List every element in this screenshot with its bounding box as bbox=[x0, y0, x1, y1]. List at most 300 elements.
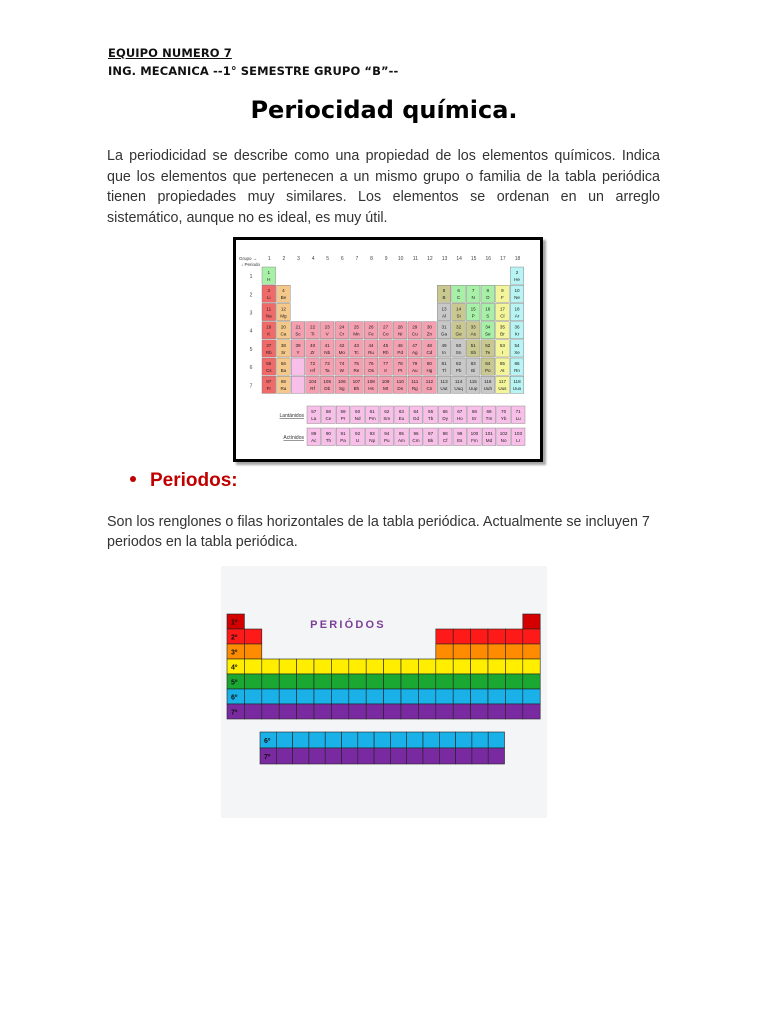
element-number: 10 bbox=[514, 288, 520, 294]
page-title: Periocidad química. bbox=[250, 96, 518, 124]
period-cell bbox=[244, 674, 261, 689]
element-number: 1 bbox=[267, 270, 271, 275]
element-symbol: Hf bbox=[310, 368, 315, 373]
fblock-cell bbox=[390, 732, 406, 748]
fblock-cell bbox=[407, 748, 423, 764]
element-symbol: Rh bbox=[382, 349, 389, 355]
element-number: 41 bbox=[324, 342, 330, 348]
element-symbol: Pd bbox=[397, 349, 404, 355]
period-number: 2 bbox=[249, 292, 253, 299]
element-number: 16 bbox=[485, 306, 491, 312]
element-symbol: Na bbox=[265, 313, 272, 319]
element-symbol: Ce bbox=[325, 416, 332, 421]
element-symbol: As bbox=[470, 331, 476, 337]
element-symbol: Nd bbox=[354, 416, 361, 421]
period-cell bbox=[262, 674, 279, 689]
period-cell bbox=[384, 689, 401, 704]
element-symbol: Sc bbox=[295, 331, 301, 337]
element-symbol: Zr bbox=[310, 349, 315, 355]
period-cell bbox=[488, 644, 505, 659]
element-number: 25 bbox=[353, 324, 359, 330]
element-number: 87 bbox=[266, 379, 272, 385]
element-symbol: Am bbox=[397, 438, 405, 443]
element-symbol: Uus bbox=[498, 386, 507, 392]
element-symbol: Sn bbox=[455, 349, 462, 355]
element-number: 71 bbox=[515, 409, 521, 414]
element-symbol: Mt bbox=[383, 386, 389, 392]
element-number: 19 bbox=[266, 324, 272, 330]
period-cell bbox=[279, 659, 296, 674]
element-number: 28 bbox=[397, 324, 403, 330]
element-symbol: Er bbox=[472, 416, 477, 421]
period-cell bbox=[436, 689, 453, 704]
element-symbol: V bbox=[325, 331, 329, 337]
element-symbol: Lr bbox=[516, 438, 521, 443]
element-symbol: Tc bbox=[354, 349, 359, 355]
element-number: 13 bbox=[441, 306, 447, 312]
fblock-cell bbox=[374, 732, 390, 748]
element-number: 62 bbox=[384, 409, 390, 414]
element-symbol: Re bbox=[353, 368, 360, 373]
element-number: 60 bbox=[355, 409, 361, 414]
period-cell bbox=[471, 644, 488, 659]
period-label: 6º bbox=[231, 694, 238, 702]
element-number: 33 bbox=[470, 324, 476, 330]
period-label: 5º bbox=[231, 679, 238, 687]
element-number: 82 bbox=[456, 361, 462, 366]
element-number: 79 bbox=[412, 361, 418, 366]
element-number: 77 bbox=[383, 361, 389, 366]
element-number: 7 bbox=[471, 288, 475, 294]
element-symbol: Au bbox=[411, 368, 418, 373]
element-symbol: Pr bbox=[340, 416, 346, 421]
period-cell bbox=[244, 659, 261, 674]
element-symbol: O bbox=[486, 295, 490, 301]
element-number: 108 bbox=[367, 379, 375, 385]
fblock-cell bbox=[325, 748, 341, 764]
element-number: 85 bbox=[499, 361, 505, 366]
fblock-cell bbox=[276, 748, 292, 764]
bullet-dot-icon bbox=[130, 476, 136, 482]
element-symbol: Br bbox=[500, 331, 505, 337]
fblock-cell bbox=[472, 748, 488, 764]
group-number: 12 bbox=[427, 256, 433, 262]
period-cell bbox=[279, 689, 296, 704]
period-cell bbox=[453, 674, 470, 689]
intro-paragraph: La periodicidad se describe como una propiedad de los elementos químicos. Indica que los elementos que pertenecen a un mismo grupo o familia de la tabla periódica tienen propiedades muy similares. Los elementos se ordenan en un arreglo sistemático, aunque no es ideal, es muy útil. bbox=[107, 148, 660, 226]
element-number: 54 bbox=[514, 342, 520, 348]
period-cell bbox=[436, 659, 453, 674]
element-symbol: Sb bbox=[470, 349, 477, 355]
period-cell bbox=[297, 704, 314, 719]
periods-figure bbox=[221, 566, 547, 818]
element-symbol: Tl bbox=[442, 368, 446, 373]
group-number: 17 bbox=[500, 256, 506, 262]
element-symbol: At bbox=[500, 368, 505, 373]
element-number: 18 bbox=[514, 306, 520, 312]
group-number: 5 bbox=[326, 256, 330, 262]
period-cell bbox=[453, 659, 470, 674]
period-cell bbox=[314, 689, 331, 704]
element-symbol: Pa bbox=[340, 438, 346, 443]
element-number: 8 bbox=[486, 288, 490, 294]
period-cell bbox=[349, 704, 366, 719]
element-number: 97 bbox=[428, 431, 434, 436]
period-cell bbox=[453, 704, 470, 719]
element-number: 55 bbox=[266, 361, 272, 366]
element-number: 40 bbox=[310, 342, 316, 348]
period-cell bbox=[488, 674, 505, 689]
element-symbol: Ac bbox=[311, 438, 317, 443]
element-symbol: Zn bbox=[426, 331, 433, 337]
element-number: 34 bbox=[485, 324, 491, 330]
period-cell bbox=[418, 704, 435, 719]
group-number: 15 bbox=[470, 256, 477, 262]
element-symbol: Pb bbox=[455, 368, 462, 373]
period-cell bbox=[331, 674, 348, 689]
period-cell bbox=[314, 704, 331, 719]
element-symbol: Uuo bbox=[512, 386, 522, 392]
element-symbol: P bbox=[471, 313, 475, 319]
element-symbol: B bbox=[442, 295, 446, 301]
element-symbol: Ca bbox=[280, 331, 287, 337]
period-cell bbox=[297, 659, 314, 674]
fblock-cell bbox=[423, 748, 439, 764]
period-cell bbox=[401, 659, 418, 674]
group-number: 7 bbox=[355, 256, 359, 262]
element-number: 88 bbox=[280, 379, 286, 385]
period-cell bbox=[471, 659, 488, 674]
fblock-cell bbox=[342, 748, 358, 764]
element-number: 115 bbox=[469, 379, 477, 385]
element-number: 23 bbox=[324, 324, 330, 330]
element-symbol: Fe bbox=[368, 331, 374, 337]
element-number: 96 bbox=[413, 431, 419, 436]
period-cell bbox=[523, 659, 540, 674]
fblock-cell bbox=[439, 748, 455, 764]
period-cell bbox=[488, 659, 505, 674]
fblock-cell bbox=[293, 748, 309, 764]
element-number: 118 bbox=[513, 379, 521, 385]
element-symbol: Cu bbox=[411, 331, 418, 337]
period-cell bbox=[471, 704, 488, 719]
fblock-cell bbox=[439, 732, 455, 748]
element-number: 30 bbox=[426, 324, 432, 330]
element-number: 24 bbox=[339, 324, 345, 330]
fblock-cell bbox=[456, 748, 472, 764]
element-number: 73 bbox=[324, 361, 330, 366]
element-number: 63 bbox=[398, 409, 404, 414]
element-number: 110 bbox=[396, 379, 404, 385]
element-symbol: Hs bbox=[368, 386, 374, 392]
fblock-period-label: 7º bbox=[264, 754, 271, 761]
element-number: 98 bbox=[442, 431, 448, 436]
element-symbol: Tm bbox=[485, 416, 493, 421]
period-cell bbox=[262, 659, 279, 674]
element-symbol: Np bbox=[369, 438, 376, 443]
element-number: 109 bbox=[381, 379, 390, 385]
element-symbol: Uut bbox=[440, 386, 448, 392]
element-symbol: F bbox=[500, 295, 504, 301]
fblock-cell bbox=[488, 732, 504, 748]
element-symbol: Xe bbox=[514, 349, 520, 355]
element-number: 52 bbox=[485, 342, 491, 348]
element-symbol: Hg bbox=[426, 368, 433, 373]
fblock-cell bbox=[276, 732, 292, 748]
bullet-periodos bbox=[130, 470, 238, 492]
element-symbol: Ru bbox=[368, 349, 374, 355]
period-cell bbox=[453, 629, 470, 644]
period-cell bbox=[523, 689, 540, 704]
period-label: 7º bbox=[231, 709, 238, 717]
fblock-label: Actínidos bbox=[283, 435, 304, 441]
element-number: 103 bbox=[514, 431, 523, 436]
bullet-label: Periodos: bbox=[150, 470, 238, 491]
element-symbol: Os bbox=[368, 368, 374, 373]
element-number: 48 bbox=[426, 342, 432, 348]
element-symbol: Pm bbox=[368, 416, 376, 421]
element-number: 72 bbox=[310, 361, 316, 366]
period-cell bbox=[523, 614, 540, 629]
period-cell bbox=[366, 689, 383, 704]
periods-svg bbox=[221, 566, 547, 818]
element-number: 74 bbox=[339, 361, 345, 366]
period-number: 6 bbox=[249, 365, 253, 372]
element-symbol: Ho bbox=[456, 416, 463, 421]
element-number: 32 bbox=[456, 324, 462, 330]
period-cell bbox=[505, 629, 522, 644]
element-number: 15 bbox=[470, 306, 476, 312]
fblock-cell bbox=[309, 732, 325, 748]
period-cell bbox=[401, 674, 418, 689]
fblock-cell bbox=[472, 732, 488, 748]
element-number: 81 bbox=[441, 361, 447, 366]
element-number: 45 bbox=[383, 342, 389, 348]
element-symbol: Ir bbox=[384, 368, 388, 373]
element-symbol: Es bbox=[457, 438, 463, 443]
element-number: 93 bbox=[369, 431, 375, 436]
element-symbol: Uuh bbox=[483, 386, 493, 392]
element-number: 11 bbox=[266, 306, 272, 312]
element-number: 37 bbox=[266, 342, 272, 348]
element-number: 36 bbox=[514, 324, 520, 330]
element-symbol: Lu bbox=[515, 416, 521, 421]
period-cell bbox=[401, 704, 418, 719]
group-number: 4 bbox=[311, 256, 315, 262]
element-symbol: Cr bbox=[339, 331, 345, 337]
period-cell bbox=[505, 674, 522, 689]
element-number: 35 bbox=[499, 324, 505, 330]
period-number: 5 bbox=[249, 346, 253, 353]
fblock-cell bbox=[488, 748, 504, 764]
fblock-cell bbox=[309, 748, 325, 764]
element-symbol: U bbox=[355, 438, 360, 443]
period-cell bbox=[366, 674, 383, 689]
element-number: 22 bbox=[310, 324, 316, 330]
element-number: 61 bbox=[369, 409, 375, 414]
element-number: 4 bbox=[282, 288, 285, 294]
element-number: 17 bbox=[499, 306, 505, 312]
period-cell bbox=[418, 674, 435, 689]
period-cell bbox=[471, 689, 488, 704]
fblock-cell bbox=[390, 748, 406, 764]
period-label: 1º bbox=[231, 619, 238, 627]
period-cell bbox=[297, 689, 314, 704]
period-cell bbox=[488, 704, 505, 719]
element-symbol: Fr bbox=[266, 386, 271, 392]
element-symbol: Rf bbox=[310, 386, 315, 392]
period-cell bbox=[436, 644, 453, 659]
element-symbol: Se bbox=[484, 331, 491, 337]
element-number: 51 bbox=[470, 342, 476, 348]
element-symbol: Mn bbox=[353, 331, 360, 337]
element-symbol: Cl bbox=[500, 313, 505, 319]
element-symbol: Sg bbox=[338, 386, 345, 392]
fblock-cell bbox=[407, 732, 423, 748]
period-cell bbox=[471, 629, 488, 644]
element-number: 64 bbox=[413, 409, 419, 414]
element-symbol: Cd bbox=[426, 349, 433, 355]
element-symbol: W bbox=[339, 368, 344, 373]
element-number: 5 bbox=[442, 288, 446, 294]
period-cell bbox=[349, 674, 366, 689]
element-symbol: Ag bbox=[411, 349, 418, 355]
period-cell bbox=[279, 704, 296, 719]
element-number: 53 bbox=[499, 342, 505, 348]
element-number: 78 bbox=[397, 361, 403, 366]
element-number: 9 bbox=[501, 288, 504, 294]
group-number: 9 bbox=[384, 256, 388, 262]
element-cell bbox=[291, 376, 305, 393]
fblock-cell bbox=[358, 732, 374, 748]
element-symbol: Nb bbox=[324, 349, 331, 355]
element-symbol: Li bbox=[267, 295, 271, 301]
group-number: 11 bbox=[412, 256, 418, 262]
period-cell bbox=[418, 659, 435, 674]
element-number: 101 bbox=[485, 431, 493, 436]
element-symbol: Ge bbox=[455, 331, 462, 337]
element-symbol: Ni bbox=[398, 331, 403, 337]
element-symbol: Bk bbox=[427, 438, 434, 443]
period-cell bbox=[262, 689, 279, 704]
element-symbol: Cn bbox=[426, 386, 433, 392]
period-number: 4 bbox=[249, 328, 253, 335]
element-number: 76 bbox=[368, 361, 374, 366]
element-number: 46 bbox=[397, 342, 403, 348]
group-number: 2 bbox=[282, 256, 286, 262]
element-symbol: Uuq bbox=[454, 386, 463, 392]
element-number: 86 bbox=[514, 361, 520, 366]
element-number: 104 bbox=[308, 379, 317, 385]
element-number: 107 bbox=[352, 379, 361, 385]
element-symbol: Po bbox=[484, 368, 491, 373]
element-symbol: H bbox=[267, 277, 271, 282]
element-symbol: Si bbox=[456, 313, 461, 319]
element-number: 105 bbox=[323, 379, 332, 385]
element-number: 66 bbox=[442, 409, 448, 414]
element-number: 29 bbox=[412, 324, 418, 330]
period-cell bbox=[314, 659, 331, 674]
group-number: 1 bbox=[267, 256, 271, 262]
period-cell bbox=[523, 674, 540, 689]
element-symbol: Al bbox=[441, 313, 447, 319]
period-cell bbox=[244, 689, 261, 704]
element-number: 12 bbox=[280, 306, 286, 312]
element-symbol: Y bbox=[296, 349, 300, 355]
element-number: 6 bbox=[457, 288, 460, 294]
period-cell bbox=[453, 689, 470, 704]
group-number: 16 bbox=[485, 256, 492, 262]
element-number: 2 bbox=[515, 270, 519, 275]
element-symbol: Gd bbox=[412, 416, 420, 421]
period-cell bbox=[436, 704, 453, 719]
group-number: 18 bbox=[514, 256, 521, 262]
fblock-cell bbox=[358, 748, 374, 764]
element-symbol: Fm bbox=[471, 438, 478, 443]
period-cell bbox=[523, 644, 540, 659]
period-number: 7 bbox=[249, 383, 253, 390]
period-number: 3 bbox=[249, 310, 253, 317]
element-symbol: Ti bbox=[310, 331, 315, 337]
period-cell bbox=[488, 689, 505, 704]
element-number: 50 bbox=[456, 342, 462, 348]
period-cell bbox=[453, 644, 470, 659]
element-number: 31 bbox=[441, 324, 447, 330]
group-number: 14 bbox=[456, 256, 462, 262]
element-symbol: Tb bbox=[427, 416, 434, 421]
element-symbol: Ra bbox=[280, 386, 287, 392]
group-number: 10 bbox=[397, 256, 404, 262]
period-cell bbox=[384, 659, 401, 674]
periods-heading: PERIÓDOS bbox=[310, 619, 386, 631]
element-number: 95 bbox=[398, 431, 404, 436]
element-symbol: Ga bbox=[440, 331, 448, 337]
period-cell bbox=[366, 659, 383, 674]
element-symbol: C bbox=[456, 295, 461, 301]
element-symbol: Te bbox=[485, 349, 491, 355]
element-symbol: Bi bbox=[471, 368, 476, 373]
element-symbol: Pt bbox=[398, 368, 403, 373]
element-number: 27 bbox=[383, 324, 389, 330]
element-number: 26 bbox=[368, 324, 374, 330]
element-number: 44 bbox=[368, 342, 374, 348]
element-number: 90 bbox=[325, 431, 331, 436]
element-number: 116 bbox=[484, 379, 492, 385]
element-symbol: Ta bbox=[324, 368, 330, 373]
element-symbol: Sr bbox=[281, 349, 286, 355]
element-symbol: Rn bbox=[514, 368, 520, 373]
period-cell bbox=[262, 704, 279, 719]
fblock-cell bbox=[342, 732, 358, 748]
period-cell bbox=[505, 644, 522, 659]
element-number: 70 bbox=[501, 409, 507, 414]
element-symbol: Uup bbox=[468, 386, 478, 392]
element-symbol: Md bbox=[485, 438, 493, 443]
period-cell bbox=[244, 629, 261, 644]
element-number: 49 bbox=[441, 342, 447, 348]
period-cell bbox=[523, 704, 540, 719]
element-number: 83 bbox=[470, 361, 476, 366]
element-number: 68 bbox=[471, 409, 477, 414]
period-cell bbox=[366, 704, 383, 719]
periods-paragraph: Son los renglones o filas horizontales de la tabla periódica. Actualmente se incluyen 7 periodos en la tabla periódica. bbox=[107, 514, 650, 550]
element-number: 106 bbox=[337, 379, 346, 385]
period-cell bbox=[384, 704, 401, 719]
element-symbol: Kr bbox=[514, 331, 520, 337]
element-symbol: Ba bbox=[280, 368, 287, 373]
period-cell bbox=[331, 704, 348, 719]
element-symbol: Cf bbox=[442, 438, 448, 443]
